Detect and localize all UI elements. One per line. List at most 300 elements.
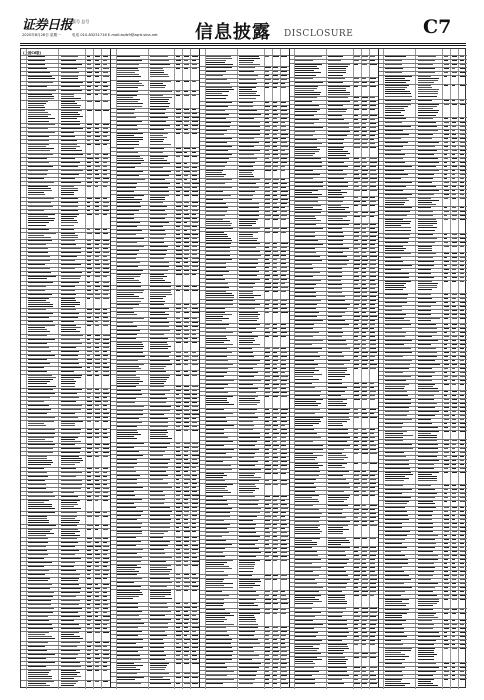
cell-text: [328, 491, 343, 492]
cell-text: [28, 206, 53, 207]
cell-text: [452, 485, 456, 486]
cell-text: [295, 272, 320, 273]
cell-text: [295, 441, 312, 442]
cell-text: [354, 437, 358, 438]
cell-text: [150, 230, 165, 231]
cell-text: [460, 104, 466, 105]
cell-text: [103, 248, 109, 249]
cell-text: [273, 71, 278, 72]
cell-text: [370, 174, 377, 175]
cell-text: [95, 401, 101, 402]
cell-text: [206, 488, 225, 489]
cell-text: [28, 355, 55, 356]
cell-text: [370, 417, 376, 418]
cell-text: [362, 640, 366, 641]
cell-text: [452, 215, 458, 216]
cell-text: [150, 386, 164, 387]
cell-text: [273, 647, 278, 648]
cell-text: [87, 339, 91, 340]
cell-text: [61, 676, 81, 677]
cell-text: [295, 632, 318, 633]
cell-text: [28, 588, 50, 589]
cell-text: [273, 187, 278, 188]
cell-text: [28, 386, 56, 387]
cell-text: [117, 206, 141, 207]
cell-text: [150, 87, 165, 88]
cell-text: [418, 368, 433, 369]
cell-text: [192, 603, 197, 604]
cell-text: [295, 603, 312, 604]
cell-text: [176, 91, 180, 92]
cell-text: [295, 667, 313, 668]
cell-text: [103, 60, 107, 61]
cell-text: [239, 453, 255, 454]
cell-text: [117, 304, 139, 305]
cell-text: [192, 582, 196, 583]
cell-text: [206, 328, 226, 329]
cell-text: [418, 563, 434, 564]
cell-text: [184, 95, 189, 96]
cell-text: [385, 223, 410, 224]
cell-text: [61, 472, 82, 473]
cell-text: [295, 399, 323, 400]
cell-text: [328, 531, 342, 532]
cell-text: [176, 390, 182, 391]
cell-text: [385, 480, 404, 481]
cell-text: [87, 252, 92, 253]
cell-text: [370, 505, 377, 506]
cell-text: [362, 340, 366, 341]
cell-text: [273, 579, 277, 580]
cell-text: [354, 675, 358, 676]
cell-text: [370, 280, 374, 281]
cell-text: [206, 679, 234, 680]
cell-text: [103, 405, 108, 406]
cell-text: [328, 300, 344, 301]
cell-text: [418, 501, 434, 502]
cell-text: [281, 71, 287, 72]
cell-text: [418, 519, 432, 520]
cell-text: [418, 372, 435, 373]
cell-text: [28, 240, 52, 241]
cell-text: [61, 464, 75, 465]
cell-text: [61, 90, 82, 91]
cell-text: [265, 484, 271, 485]
cell-text: [265, 67, 271, 68]
cell-text: [95, 484, 101, 485]
cell-text: [444, 376, 448, 377]
cell-text: [192, 651, 197, 652]
cell-text: [354, 608, 358, 609]
cell-text: [176, 330, 181, 331]
cell-text: [61, 116, 83, 117]
cell-text: [28, 101, 48, 102]
cell-text: [295, 527, 318, 528]
cell-text: [150, 195, 169, 196]
cell-text: [362, 316, 368, 317]
cell-text: [184, 133, 189, 134]
header-rule-thin: [20, 45, 466, 46]
cell-text: [239, 191, 255, 192]
cell-text: [206, 98, 226, 99]
cell-text: [370, 228, 375, 229]
cell-text: [418, 435, 437, 436]
cell-text: [239, 183, 256, 184]
cell-text: [150, 499, 165, 500]
cell-text: [273, 102, 277, 103]
cell-text: [61, 216, 77, 217]
cell-text: [385, 543, 403, 544]
cell-text: [295, 405, 318, 406]
cell-text: [265, 663, 269, 664]
cell-text: [295, 683, 314, 684]
cell-text: [460, 501, 466, 502]
cell-text: [61, 174, 79, 175]
cell-text: [206, 384, 228, 385]
cell-text: [28, 325, 55, 326]
cell-text: [281, 255, 285, 256]
cell-text: [206, 332, 232, 333]
cell-text: [460, 515, 466, 516]
cell-text: [87, 433, 92, 434]
cell-text: [444, 318, 449, 319]
cell-text: [206, 271, 228, 272]
cell-text: [354, 190, 360, 191]
cell-text: [418, 478, 437, 479]
cell-text: [362, 292, 367, 293]
cell-text: [150, 430, 167, 431]
cell-text: [150, 304, 164, 305]
cell-text: [95, 670, 99, 671]
cell-text: [354, 505, 360, 506]
cell-text: [28, 423, 44, 424]
cell-text: [452, 591, 456, 592]
cell-text: [192, 334, 196, 335]
cell-text: [418, 636, 440, 637]
cell-text: [295, 540, 311, 541]
cell-text: [192, 574, 196, 575]
cell-text: [192, 483, 197, 484]
cell-text: [328, 391, 344, 392]
cell-text: [418, 419, 431, 420]
cell-text: [362, 139, 368, 140]
cell-text: [460, 407, 465, 408]
cell-text: [460, 679, 466, 680]
cell-text: [61, 290, 75, 291]
cell-text: [192, 639, 198, 640]
cell-text: [295, 368, 315, 369]
cell-text: [95, 480, 99, 481]
cell-text: [385, 403, 411, 404]
cell-text: [95, 182, 98, 183]
cell-text: [273, 308, 278, 309]
cell-text: [192, 352, 196, 353]
cell-text: [354, 517, 358, 518]
cell-text: [273, 87, 277, 88]
cell-text: [184, 677, 189, 678]
page-title: 信息披露: [195, 22, 271, 43]
cell-text: [418, 91, 438, 92]
cell-text: [370, 587, 376, 588]
cell-text: [239, 234, 253, 235]
cell-text: [362, 413, 367, 414]
cell-text: [362, 60, 367, 61]
cell-text: [362, 395, 367, 396]
cell-text: [370, 551, 376, 552]
cell-text: [95, 347, 100, 348]
cell-text: [61, 584, 79, 585]
cell-text: [192, 254, 197, 255]
cell-text: [239, 207, 259, 208]
cell-text: [295, 228, 323, 229]
cell-text: [354, 127, 359, 128]
cell-text: [61, 650, 80, 651]
cell-text: [328, 441, 346, 442]
cell-text: [117, 507, 136, 508]
cell-text: [87, 351, 92, 352]
cell-text: [176, 171, 180, 172]
cell-text: [295, 252, 316, 253]
cell-text: [370, 383, 374, 384]
cell-text: [176, 565, 181, 566]
cell-text: [206, 259, 231, 260]
cell-text: [87, 628, 93, 629]
cell-text: [184, 195, 189, 196]
cell-text: [418, 294, 431, 295]
cell-text: [418, 230, 435, 231]
cell-text: [444, 219, 448, 220]
cell-text: [184, 519, 188, 520]
cell-text: [385, 106, 409, 107]
cell-text: [370, 495, 375, 496]
cell-text: [460, 531, 466, 532]
cell-text: [87, 588, 92, 589]
cell-text: [184, 603, 188, 604]
cell-text: [61, 329, 76, 330]
cell-text: [444, 257, 448, 258]
cell-text: [418, 170, 439, 171]
cell-text: [61, 86, 80, 87]
cell-text: [328, 624, 347, 625]
cell-text: [103, 646, 107, 647]
cell-text: [328, 109, 346, 110]
cell-text: [418, 328, 437, 329]
cell-text: [444, 158, 449, 159]
cell-text: [239, 512, 260, 513]
cell-text: [295, 563, 311, 564]
cell-text: [206, 663, 225, 664]
cell-text: [444, 587, 449, 588]
cell-text: [295, 567, 321, 568]
cell-text: [61, 604, 79, 605]
cell-text: [87, 389, 92, 390]
cell-text: [460, 391, 466, 392]
cell-text: [117, 371, 136, 372]
cell-text: [328, 336, 342, 337]
cell-text: [117, 663, 134, 664]
cell-text: [103, 298, 109, 299]
cell-text: [28, 570, 49, 571]
cell-text: [150, 171, 171, 172]
cell-text: [444, 150, 449, 151]
cell-text: [103, 538, 108, 539]
cell-text: [281, 627, 287, 628]
cell-text: [61, 132, 74, 133]
cell-text: [370, 348, 376, 349]
cell-text: [418, 605, 434, 606]
cell-text: [418, 591, 434, 592]
cell-text: [117, 467, 134, 468]
cell-text: [103, 355, 108, 356]
cell-text: [150, 76, 169, 77]
cell-text: [176, 258, 182, 259]
cell-text: [385, 571, 405, 572]
cell-text: [61, 462, 80, 463]
cell-text: [295, 376, 313, 377]
cell-text: [61, 188, 78, 189]
cell-text: [370, 105, 375, 106]
cell-text: [176, 503, 182, 504]
cell-text: [418, 671, 437, 672]
cell-text: [117, 141, 139, 142]
cell-text: [117, 276, 140, 277]
cell-text: [281, 595, 286, 596]
cell-text: [273, 609, 277, 610]
cell-text: [103, 359, 107, 360]
cell-text: [295, 288, 313, 289]
cell-text: [117, 475, 140, 476]
cell-text: [117, 487, 143, 488]
cell-text: [460, 675, 465, 676]
cell-text: [192, 274, 196, 275]
cell-text: [362, 653, 367, 654]
cell-text: [103, 628, 108, 629]
cell-text: [176, 447, 180, 448]
cell-text: [150, 322, 169, 323]
cell-text: [273, 312, 278, 313]
cell-text: [184, 250, 189, 251]
cell-text: [362, 186, 366, 187]
cell-text: [206, 207, 228, 208]
cell-text: [95, 233, 100, 234]
cell-text: [295, 445, 322, 446]
cell-text: [444, 403, 450, 404]
cell-text: [61, 146, 81, 147]
cell-text: [103, 608, 108, 609]
cell-text: [176, 683, 180, 684]
cell-text: [295, 207, 312, 208]
cell-text: [239, 663, 260, 664]
cell-text: [117, 210, 139, 211]
cell-text: [117, 183, 137, 184]
cell-text: [28, 516, 47, 517]
cell-text: [452, 427, 456, 428]
cell-text: [239, 409, 257, 410]
cell-text: [95, 371, 98, 372]
cell-text: [370, 288, 374, 289]
cell-text: [418, 364, 440, 365]
cell-text: [418, 186, 436, 187]
cell-text: [354, 228, 359, 229]
cell-text: [117, 594, 143, 595]
cell-text: [61, 516, 77, 517]
cell-text: [281, 150, 285, 151]
cell-text: [370, 312, 376, 313]
cell-text: [328, 445, 349, 446]
cell-text: [206, 183, 224, 184]
cell-text: [150, 330, 170, 331]
cell-text: [206, 667, 227, 668]
cell-text: [370, 115, 377, 116]
cell-text: [295, 595, 320, 596]
cell-text: [95, 272, 100, 273]
cell-text: [239, 480, 259, 481]
cell-text: [103, 578, 107, 579]
cell-text: [87, 480, 91, 481]
cell-text: [150, 635, 166, 636]
cell-text: [117, 679, 135, 680]
cell-text: [265, 609, 270, 610]
cell-text: [385, 289, 403, 290]
cell-text: [444, 253, 450, 254]
cell-text: [354, 640, 359, 641]
cell-text: [328, 162, 343, 163]
cell-text: [452, 64, 458, 65]
cell-text: [117, 246, 144, 247]
cell-text: [328, 421, 347, 422]
cell-text: [206, 56, 231, 57]
cell-text: [444, 567, 448, 568]
cell-text: [239, 91, 256, 92]
cell-text: [295, 491, 314, 492]
cell-text: [460, 563, 464, 564]
cell-text: [328, 575, 348, 576]
cell-text: [273, 199, 278, 200]
cell-text: [239, 304, 260, 305]
cell-text: [150, 121, 166, 122]
cell-text: [418, 399, 434, 400]
cell-text: [370, 555, 375, 556]
cell-text: [28, 592, 54, 593]
cell-text: [150, 667, 166, 668]
cell-text: [362, 567, 367, 568]
cell-text: [354, 119, 358, 120]
cell-text: [117, 436, 134, 437]
cell-text: [328, 268, 341, 269]
cell-text: [295, 280, 321, 281]
cell-text: [239, 619, 255, 620]
cell-text: [370, 56, 375, 57]
cell-text: [206, 219, 222, 220]
cell-text: [328, 197, 343, 198]
cell-text: [328, 429, 347, 430]
cell-text: [444, 211, 449, 212]
cell-text: [176, 471, 180, 472]
cell-text: [460, 298, 467, 299]
cell-text: [452, 468, 456, 469]
cell-text: [460, 154, 464, 155]
cell-text: [370, 178, 376, 179]
cell-text: [362, 595, 367, 596]
cell-text: [295, 66, 317, 67]
cell-text: [385, 644, 404, 645]
cell-text: [192, 121, 198, 122]
cell-text: [239, 89, 252, 90]
cell-text: [385, 324, 411, 325]
cell-text: [184, 537, 189, 538]
cell-text: [354, 583, 358, 584]
cell-text: [176, 410, 182, 411]
